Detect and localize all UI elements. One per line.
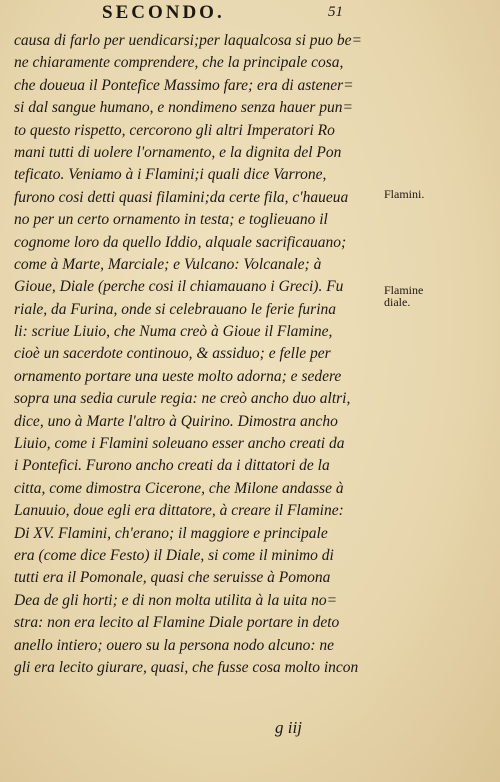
text-line: tutti era il Pomonale, quasi che seruisse à Pomona: [14, 569, 331, 587]
text-line: ne chiaramente comprendere, che la principale cosa,: [14, 54, 344, 72]
text-line: i Pontefici. Furono ancho creati da i dittatori de la: [14, 457, 330, 475]
text-line: Di XV. Flamini, ch'erano; il maggiore e principale: [14, 524, 328, 542]
text-line: cognome loro da quello Iddio, alquale sacrificauano;: [14, 233, 347, 251]
text-line: Dea de gli horti; e di non molta utilita à la uita no=: [14, 591, 338, 609]
text-line: citta, come dimostra Cicerone, che Milone andasse à: [14, 479, 344, 497]
text-line: li: scriue Liuio, che Numa creò à Gioue il Flamine,: [14, 323, 333, 341]
text-line: Liuio, come i Flamini soleuano esser ancho creati da: [14, 435, 345, 453]
body-text: [14, 30, 384, 679]
text-line: no per un certo ornamento in testa; e toglieuano il: [14, 211, 328, 229]
text-line: furono cosi detti quasi filamini;da certe fila, c'haueua: [14, 188, 349, 206]
margin-note-flamine-diale: [384, 284, 423, 308]
text-line: mani tutti di uolere l'ornamento, e la dignita del Pon: [14, 143, 342, 161]
margin-note-line: Flamine: [384, 283, 424, 297]
running-head: [0, 2, 500, 28]
text-line: causa di farlo per uendicarsi;per laqualcosa si puo be=: [14, 32, 362, 49]
margin-note-flamini: Flamini.: [384, 187, 425, 201]
text-line: gli era lecito giurare, quasi, che fusse cosa molto incon: [14, 658, 359, 676]
text-line: stra: non era lecito al Flamine Diale portare in deto: [14, 614, 340, 632]
text-line: to questo rispetto, cercorono gli altri Imperatori Ro: [14, 121, 335, 139]
text-line: riale, da Furina, onde si celebrauano le ferie furina: [14, 300, 337, 318]
margin-note-line: diale.: [384, 295, 411, 309]
text-line: che doueua il Pontefice Massimo fare; era di astener=: [14, 76, 354, 94]
text-line: si dal sangue humano, e nondimeno senza hauer pun=: [14, 99, 353, 117]
text-line: Lanuuio, doue egli era dittatore, à creare il Flamine:: [14, 502, 344, 520]
text-line: ornamento portare una ueste molto adorna; e sedere: [14, 367, 342, 385]
running-head-title: SECONDO.: [102, 2, 225, 23]
text-line: era (come dice Festo) il Diale, si come il minimo di: [14, 546, 334, 564]
page-number: 51: [328, 4, 343, 20]
text-line: anello intiero; ouero su la persona nodo alcuno: ne: [14, 636, 335, 654]
text-line: come à Marte, Marciale; e Vulcano: Volcanale; à: [14, 255, 322, 273]
text-line: teficato. Veniamo à i Flamini;i quali dice Varrone,: [14, 166, 327, 184]
text-line: sopra una sedia curule regia: ne creò ancho duo altri,: [14, 390, 351, 408]
text-line: Gioue, Diale (perche cosi il chiamauano i Greci). Fu: [14, 278, 344, 296]
signature-mark: g iij: [275, 718, 302, 737]
text-line: dice, uno à Marte l'altro à Quirino. Dimostra ancho: [14, 412, 338, 430]
text-line: cioè un sacerdote continouo, & assiduo; e felle per: [14, 345, 331, 363]
